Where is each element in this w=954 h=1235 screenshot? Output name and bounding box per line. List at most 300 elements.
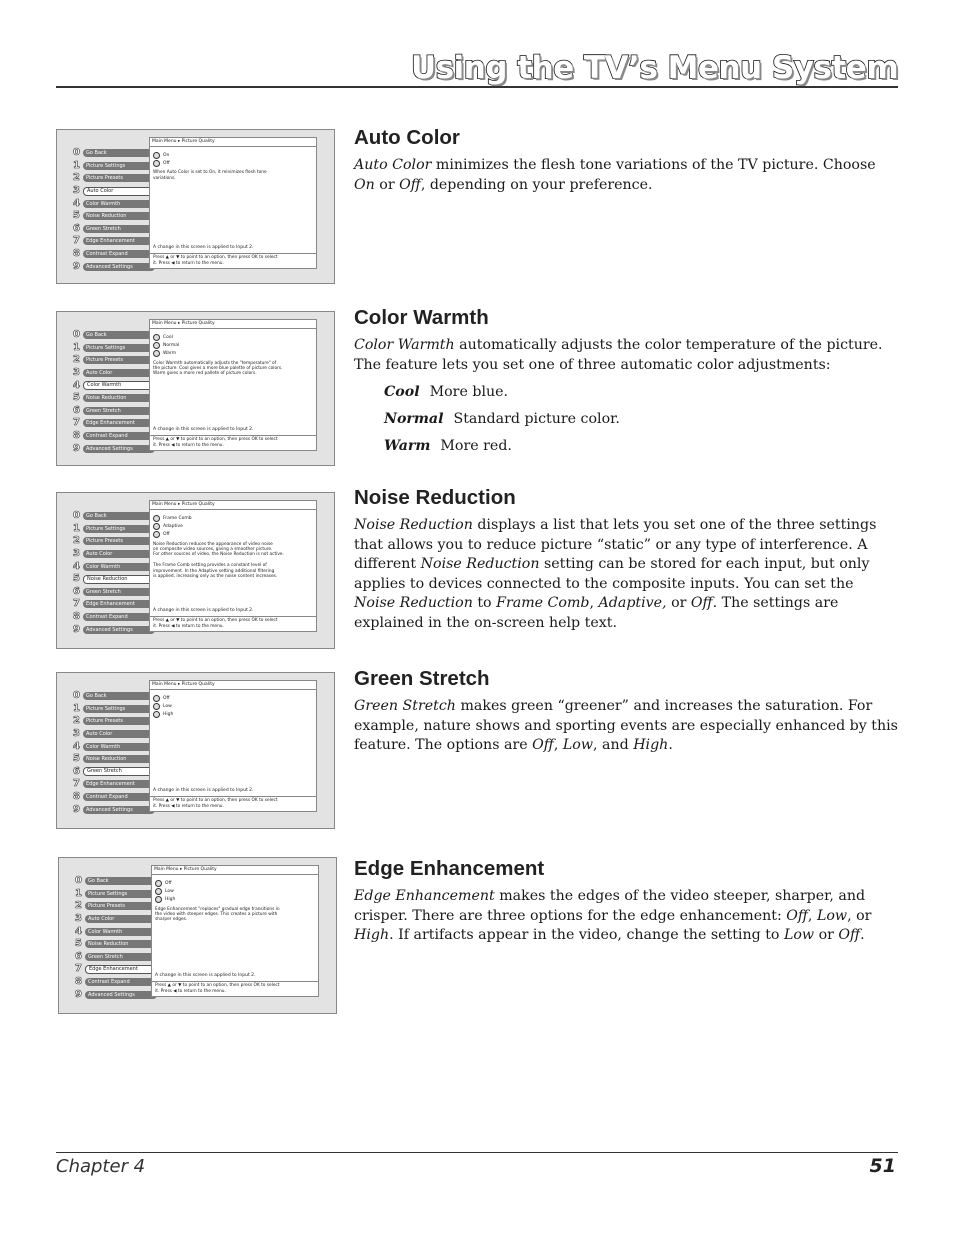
section-heading: Green Stretch (354, 667, 490, 690)
radio-icon (155, 896, 162, 903)
menu-item-label: Auto Color (83, 550, 155, 558)
menu-item-number: 2 (75, 900, 82, 912)
section-body (354, 697, 899, 756)
menu-item-number: 5 (75, 938, 82, 950)
body-text: automatically adjusts the color temperature of the picture. The feature lets you set one of three automatic color adjustments: (354, 337, 883, 373)
breadcrumb: Main Menu ▸ Picture Quality (150, 501, 316, 510)
menu-item (71, 223, 155, 236)
menu-item (71, 417, 155, 430)
body-text: Adaptive, (598, 595, 667, 612)
definition-desc: More red. (440, 438, 512, 455)
menu-item-label: Auto Color (85, 915, 157, 923)
body-text: . The settings are explained in the on-screen help text. (354, 595, 839, 631)
option-list (150, 329, 316, 358)
option-label: On (163, 152, 170, 158)
menu-item (73, 976, 157, 989)
definition-row (384, 383, 899, 402)
body-text: , (589, 595, 599, 612)
radio-icon (153, 695, 160, 702)
option-row (153, 514, 316, 522)
menu-item-label: Go Back (83, 331, 155, 339)
radio-icon (153, 523, 160, 530)
menu-item-label: Edge Enhancement (83, 780, 155, 788)
menu-item-number: 9 (73, 803, 80, 815)
breadcrumb: Main Menu ▸ Picture Quality (150, 681, 316, 690)
section-color-warmth (354, 306, 899, 456)
menu-item-label: Color Warmth (83, 200, 155, 208)
option-row (153, 333, 316, 341)
menu-item-number: 7 (73, 778, 80, 790)
menu-item (71, 172, 155, 185)
section-body (354, 887, 899, 946)
menu-item (71, 430, 155, 443)
menu-item (71, 197, 155, 210)
menu-item-label: Noise Reduction (85, 940, 157, 948)
definition-desc: More blue. (429, 384, 509, 401)
section-body (354, 156, 899, 195)
menu-item (71, 803, 155, 816)
option-row (153, 702, 316, 710)
section-edge-enhancement (354, 857, 899, 946)
menu-item (71, 548, 155, 561)
menu-item-number: 0 (73, 329, 80, 341)
menu-item (71, 329, 155, 342)
menu-item-label: Contrast Expand (83, 613, 155, 621)
body-text: . If artifacts appear in the video, change the setting to (389, 927, 784, 944)
option-label: Low (165, 888, 174, 894)
menu-item (71, 260, 155, 273)
definition-row (384, 437, 899, 456)
menu-screenshot (58, 857, 337, 1014)
menu-item-label: Picture Presets (83, 717, 155, 725)
option-row (153, 522, 316, 530)
menu-item-number: 6 (73, 765, 80, 777)
screen-footer-instructions: Press ▲ or ▼ to point to an option, then press OK to select it. Press ◀ to return to the menu. (150, 796, 316, 811)
menu-item-number: 1 (75, 887, 82, 899)
option-label: Normal (163, 342, 180, 348)
menu-item-number: 0 (73, 147, 80, 159)
menu-item-number: 9 (75, 988, 82, 1000)
menu-item-number: 9 (73, 442, 80, 454)
option-label: Low (163, 703, 172, 709)
menu-item (71, 598, 155, 611)
menu-item (71, 778, 155, 791)
menu-item-label: Go Back (83, 512, 155, 520)
menu-item (73, 963, 157, 976)
menu-item-number: 7 (73, 598, 80, 610)
body-text: Auto Color (354, 157, 432, 173)
menu-item-label: Green Stretch (83, 767, 155, 776)
menu-item (71, 392, 155, 405)
menu-item-label: Picture Settings (83, 705, 155, 713)
title-rule (56, 86, 898, 88)
menu-item (71, 611, 155, 624)
body-text: . (668, 737, 673, 754)
menu-item-label: Go Back (83, 692, 155, 700)
menu-item-number: 8 (75, 976, 82, 988)
help-text: Edge Enhancement "replaces" gradual edge transitions in the video with steeper edges. This creates a picture with sharper edges. (155, 906, 280, 923)
menu-item (71, 354, 155, 367)
option-row (155, 879, 318, 887)
breadcrumb: Main Menu ▸ Picture Quality (150, 320, 316, 329)
body-text: or (374, 176, 400, 193)
menu-item-label: Edge Enhancement (83, 419, 155, 427)
menu-item (73, 938, 157, 951)
body-text: or (666, 595, 691, 612)
picture-quality-menu (71, 329, 155, 455)
option-label: Cool (163, 334, 173, 340)
body-text: , (553, 737, 563, 754)
menu-screenshot (56, 129, 335, 284)
menu-item-label: Green Stretch (83, 225, 155, 233)
picture-quality-menu (71, 510, 155, 636)
menu-screenshot (56, 311, 335, 466)
menu-item (71, 442, 155, 455)
definition-term: Warm (384, 438, 431, 455)
menu-item-label: Advanced Settings (85, 991, 157, 999)
menu-item-number: 8 (73, 430, 80, 442)
menu-item-number: 9 (73, 623, 80, 635)
menu-item-number: 5 (73, 210, 80, 222)
body-text: Noise Reduction (354, 517, 473, 533)
body-text: to (472, 595, 497, 612)
menu-item-number: 4 (75, 925, 82, 937)
body-text: minimizes the flesh tone variations of the TV picture. Choose (431, 157, 876, 173)
menu-item-label: Color Warmth (83, 381, 155, 390)
screen-footer-instructions: Press ▲ or ▼ to point to an option, then press OK to select it. Press ◀ to return to the menu. (150, 435, 316, 450)
menu-item-number: 7 (73, 235, 80, 247)
picture-quality-menu (71, 147, 155, 273)
options-panel (149, 319, 317, 451)
body-text: or (814, 927, 839, 944)
menu-item (71, 147, 155, 160)
body-text: , depending on your preference. (420, 176, 653, 193)
definition-term: Normal (384, 411, 444, 428)
menu-item-label: Edge Enhancement (85, 965, 157, 974)
menu-item-label: Picture Presets (85, 902, 157, 910)
definition-desc: Standard picture color. (453, 411, 620, 428)
menu-item-number: 6 (73, 404, 80, 416)
section-heading: Edge Enhancement (354, 857, 545, 880)
input-note: A change in this screen is applied to Input 2. (153, 608, 254, 613)
radio-icon (153, 334, 160, 341)
body-text: , (807, 907, 817, 924)
body-text: Noise Reduction (420, 556, 540, 573)
options-panel (149, 500, 317, 632)
section-body (354, 336, 899, 375)
menu-item (71, 715, 155, 728)
radio-icon (155, 888, 162, 895)
body-text: Low (562, 737, 593, 754)
menu-item-label: Noise Reduction (83, 394, 155, 402)
menu-item-label: Advanced Settings (83, 806, 155, 814)
screen-footer-instructions: Press ▲ or ▼ to point to an option, then press OK to select it. Press ◀ to return to the menu. (150, 616, 316, 631)
option-row (153, 151, 316, 159)
menu-item-number: 7 (73, 417, 80, 429)
picture-quality-menu (73, 875, 157, 1001)
radio-icon (153, 703, 160, 710)
radio-icon (153, 515, 160, 522)
help-text: When Auto Color is set to On, it minimizes flesh tone variations. (153, 170, 267, 181)
menu-item (73, 900, 157, 913)
menu-item-number: 2 (73, 172, 80, 184)
option-row (155, 895, 318, 903)
menu-item-label: Auto Color (83, 730, 155, 738)
menu-item-label: Edge Enhancement (83, 600, 155, 608)
menu-item-number: 1 (73, 341, 80, 353)
menu-item-label: Advanced Settings (83, 445, 155, 453)
option-row (153, 710, 316, 718)
menu-item-number: 8 (73, 248, 80, 260)
menu-item-label: Picture Presets (83, 537, 155, 545)
menu-item (71, 405, 155, 418)
menu-item (71, 573, 155, 586)
section-heading: Auto Color (354, 126, 460, 149)
menu-item-number: 1 (73, 159, 80, 171)
menu-item-label: Green Stretch (83, 588, 155, 596)
menu-item-number: 5 (73, 573, 80, 585)
menu-item-number: 0 (73, 510, 80, 522)
menu-item-number: 4 (73, 197, 80, 209)
menu-item (73, 888, 157, 901)
menu-item (71, 535, 155, 548)
section-heading: Noise Reduction (354, 486, 516, 509)
menu-item (71, 586, 155, 599)
menu-item-label: Color Warmth (85, 928, 157, 936)
option-row (153, 694, 316, 702)
menu-item (71, 367, 155, 380)
menu-item (73, 875, 157, 888)
menu-item-label: Picture Presets (83, 356, 155, 364)
body-text: Off (690, 595, 713, 612)
option-label: Off (163, 531, 170, 537)
radio-icon (153, 342, 160, 349)
page-number: 51 (869, 1155, 896, 1177)
option-list (150, 510, 316, 539)
menu-item-label: Green Stretch (85, 953, 157, 961)
body-text: Color Warmth (354, 337, 455, 353)
picture-quality-menu (71, 690, 155, 816)
page-title: Using the TV’s Menu System (410, 50, 898, 86)
body-text: Off (838, 927, 861, 944)
menu-item (73, 925, 157, 938)
breadcrumb: Main Menu ▸ Picture Quality (150, 138, 316, 147)
menu-item (71, 703, 155, 716)
menu-item-number: 2 (73, 354, 80, 366)
option-row (153, 341, 316, 349)
menu-item (71, 510, 155, 523)
menu-item-number: 3 (73, 185, 80, 197)
menu-item-label: Picture Settings (83, 162, 155, 170)
menu-item (71, 560, 155, 573)
menu-item (73, 988, 157, 1001)
screen-footer-instructions: Press ▲ or ▼ to point to an option, then press OK to select it. Press ◀ to return to the menu. (150, 253, 316, 268)
menu-item-label: Green Stretch (83, 407, 155, 415)
option-list (152, 875, 318, 904)
definition-row (384, 410, 899, 429)
options-panel (151, 865, 319, 997)
menu-item-label: Advanced Settings (83, 626, 155, 634)
menu-item-label: Auto Color (83, 187, 155, 196)
option-label: High (165, 896, 176, 902)
input-note: A change in this screen is applied to Input 2. (153, 788, 254, 793)
menu-item-number: 9 (73, 260, 80, 272)
option-label: Adaptive (163, 523, 183, 529)
body-text: , and (592, 737, 634, 754)
menu-item-label: Edge Enhancement (83, 237, 155, 245)
option-list (150, 147, 316, 167)
menu-item-number: 5 (73, 753, 80, 765)
menu-item (71, 379, 155, 392)
option-label: Frame Comb (163, 515, 192, 521)
menu-item (71, 235, 155, 248)
input-note: A change in this screen is applied to Input 2. (155, 973, 256, 978)
radio-icon (153, 531, 160, 538)
menu-item-label: Picture Settings (83, 525, 155, 533)
menu-item (71, 753, 155, 766)
body-text: makes the edges of the video steeper, sharper, and crisper. There are three options for the edge enhancement: (354, 888, 866, 924)
menu-item-label: Auto Color (83, 369, 155, 377)
section-noise-reduction (354, 486, 899, 634)
menu-item (73, 951, 157, 964)
body-text: Low (783, 927, 815, 944)
menu-item-label: Noise Reduction (83, 575, 155, 584)
menu-item-number: 3 (73, 548, 80, 560)
body-text: High (354, 927, 390, 944)
menu-item-number: 1 (73, 702, 80, 714)
menu-item-label: Noise Reduction (83, 212, 155, 220)
menu-item (71, 740, 155, 753)
menu-item-number: 6 (75, 950, 82, 962)
option-label: Off (163, 160, 170, 166)
menu-item-label: Picture Presets (83, 174, 155, 182)
body-text: Noise Reduction (354, 595, 473, 612)
menu-item (71, 210, 155, 223)
option-label: Off (165, 880, 172, 886)
menu-item-label: Contrast Expand (83, 432, 155, 440)
help-text: Color Warmth automatically adjusts the "temperature" of the picture. Cool gives a more blue palette of picture colors. Warm gives a more red pallete of picture colors. (153, 360, 283, 377)
body-text: Edge Enhancement (354, 888, 495, 904)
body-text: Green Stretch (354, 698, 456, 714)
body-text: . (860, 927, 865, 944)
menu-item-label: Advanced Settings (83, 263, 155, 271)
menu-item-number: 8 (73, 791, 80, 803)
menu-screenshot (56, 672, 335, 829)
body-text: makes green “greener” and increases the saturation. For example, nature shows and sporting events are especially enhanced by this feature. The options are (354, 698, 898, 754)
body-text: Off (532, 737, 554, 754)
menu-item-label: Picture Settings (83, 344, 155, 352)
menu-item-number: 5 (73, 392, 80, 404)
screen-footer-instructions: Press ▲ or ▼ to point to an option, then press OK to select it. Press ◀ to return to the menu. (152, 981, 318, 996)
options-panel (149, 680, 317, 812)
option-row (155, 887, 318, 895)
menu-item (73, 913, 157, 926)
menu-item (71, 766, 155, 779)
menu-item (71, 523, 155, 536)
menu-item-number: 0 (73, 690, 80, 702)
menu-item-number: 4 (73, 379, 80, 391)
section-green-stretch (354, 667, 899, 756)
option-row (153, 349, 316, 357)
menu-item-number: 2 (73, 535, 80, 547)
menu-item-label: Color Warmth (83, 563, 155, 571)
menu-item-label: Contrast Expand (83, 793, 155, 801)
radio-icon (153, 350, 160, 357)
body-text: Low (816, 907, 848, 924)
menu-item-number: 2 (73, 715, 80, 727)
menu-item-label: Noise Reduction (83, 755, 155, 763)
input-note: A change in this screen is applied to Input 2. (153, 427, 254, 432)
menu-item (71, 342, 155, 355)
menu-item-label: Contrast Expand (85, 978, 157, 986)
body-text: High (633, 737, 669, 754)
menu-item (71, 690, 155, 703)
menu-item-number: 7 (75, 963, 82, 975)
radio-icon (155, 880, 162, 887)
section-auto-color (354, 126, 899, 195)
radio-icon (153, 160, 160, 167)
menu-item-number: 3 (73, 367, 80, 379)
body-text: displays a list that lets you set one of the three settings that allows you to reduce picture “static” or any type of interference. A different (354, 517, 877, 573)
body-text: On (354, 176, 375, 193)
breadcrumb: Main Menu ▸ Picture Quality (152, 866, 318, 875)
menu-item-number: 6 (73, 222, 80, 234)
body-text: Off (786, 907, 808, 924)
menu-item (71, 623, 155, 636)
body-text: Frame Comb (496, 595, 590, 612)
input-note: A change in this screen is applied to Input 2. (153, 245, 254, 250)
body-text: Off (399, 176, 421, 193)
menu-item (71, 728, 155, 741)
options-panel (149, 137, 317, 269)
menu-item-number: 3 (73, 728, 80, 740)
menu-item-label: Contrast Expand (83, 250, 155, 258)
menu-item (71, 160, 155, 173)
option-label: High (163, 711, 174, 717)
option-row (153, 530, 316, 538)
option-label: Warm (163, 350, 177, 356)
radio-icon (153, 711, 160, 718)
menu-item (71, 791, 155, 804)
option-list (150, 690, 316, 719)
section-heading: Color Warmth (354, 306, 489, 329)
menu-item-number: 8 (73, 611, 80, 623)
menu-item (71, 185, 155, 198)
section-body (354, 516, 899, 634)
definition-term: Cool (384, 384, 420, 401)
menu-item-number: 3 (75, 913, 82, 925)
option-row (153, 159, 316, 167)
menu-item-number: 4 (73, 740, 80, 752)
menu-item-label: Picture Settings (85, 890, 157, 898)
menu-item-label: Color Warmth (83, 743, 155, 751)
chapter-label: Chapter 4 (56, 1156, 146, 1177)
option-label: Off (163, 695, 170, 701)
menu-item-number: 1 (73, 522, 80, 534)
menu-item (71, 248, 155, 261)
menu-screenshot (56, 492, 335, 649)
menu-item-label: Go Back (83, 149, 155, 157)
footer-rule (56, 1152, 898, 1153)
radio-icon (153, 152, 160, 159)
help-text: Noise Reduction reduces the appearance of video noise on composite video sources, giving a smoother picture. For other sources of video, the Noise Reduction is not active. The Frame Comb setting provides a constant level of improvement. In the Adaptive setting additional filtering is applied, increasing only as the noise content increases. (153, 541, 284, 579)
body-text: setting can be stored for each input, but only applies to devices connected to the composite inputs. You can set the (354, 556, 870, 592)
menu-item-number: 0 (75, 875, 82, 887)
menu-item-number: 4 (73, 560, 80, 572)
body-text: , or (847, 907, 872, 924)
menu-item-label: Go Back (85, 877, 157, 885)
menu-item-number: 6 (73, 585, 80, 597)
